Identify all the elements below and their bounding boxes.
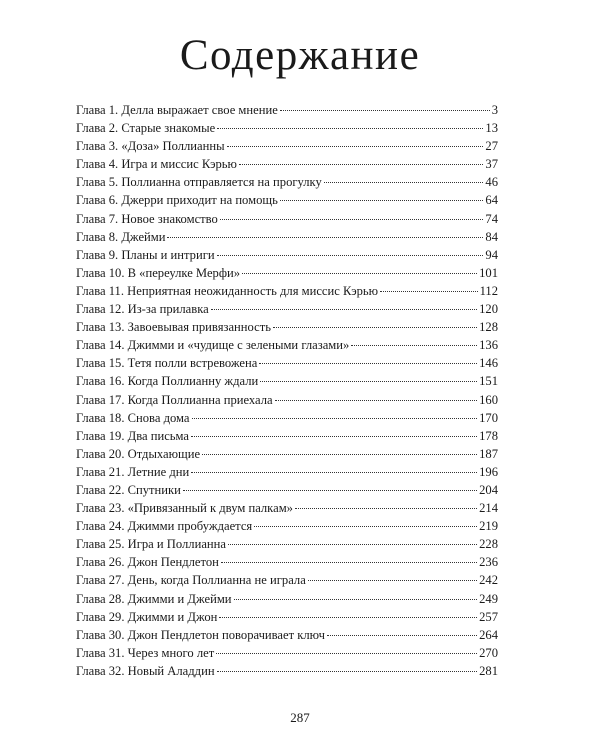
toc-entry-title: Глава 12. Из-за прилавка <box>76 302 209 317</box>
toc-entry-page: 270 <box>479 645 498 660</box>
toc-entry-title: Глава 24. Джимми пробуждается <box>76 519 253 534</box>
dot-leader <box>234 599 478 600</box>
dot-leader <box>191 436 477 437</box>
dot-leader <box>254 526 477 527</box>
toc-entry-page: 101 <box>479 265 498 280</box>
toc-entry <box>76 173 498 191</box>
dot-leader <box>211 309 477 310</box>
toc-entry <box>76 481 498 499</box>
dot-leader <box>228 544 477 545</box>
toc-entry <box>76 191 498 209</box>
toc-entry-title: Глава 11. Неприятная неожиданность для миссис Кэрью <box>76 283 379 298</box>
toc-entry-title: Глава 6. Джерри приходит на помощь <box>76 193 278 208</box>
toc-entry-page: 94 <box>485 247 498 262</box>
dot-leader <box>273 327 477 328</box>
toc-entry-page: 37 <box>485 157 498 172</box>
toc-entry-title: Глава 31. Через много лет <box>76 645 215 660</box>
toc-entry <box>76 571 498 589</box>
toc-entry-page: 84 <box>485 229 498 244</box>
toc-entry-page: 27 <box>485 139 498 154</box>
toc-entry <box>76 626 498 644</box>
toc-entry <box>76 372 498 390</box>
toc-entry-page: 74 <box>485 211 498 226</box>
toc-entry <box>76 300 498 318</box>
dot-leader <box>227 146 484 147</box>
toc-entry <box>76 119 498 137</box>
toc-entry-page: 249 <box>479 591 498 606</box>
toc-entry-page: 64 <box>485 193 498 208</box>
dot-leader <box>221 562 477 563</box>
toc-entry <box>76 101 498 119</box>
dot-leader <box>167 237 483 238</box>
dot-leader <box>295 508 477 509</box>
toc-entry <box>76 608 498 626</box>
toc-entry <box>76 137 498 155</box>
toc-entry-title: Глава 17. Когда Поллианна приехала <box>76 392 273 407</box>
toc-entry-title: Глава 9. Планы и интриги <box>76 247 215 262</box>
toc-entry-title: Глава 3. «Доза» Поллианны <box>76 139 225 154</box>
toc-entry-title: Глава 18. Снова дома <box>76 410 190 425</box>
toc-entry <box>76 336 498 354</box>
toc-entry <box>76 391 498 409</box>
toc-entry <box>76 246 498 264</box>
toc-entry-title: Глава 19. Два письма <box>76 428 190 443</box>
toc-entry <box>76 662 498 680</box>
toc-entry-title: Глава 14. Джимми и «чудище с зелеными глазами» <box>76 338 350 353</box>
dot-leader <box>242 273 477 274</box>
toc-entry <box>76 445 498 463</box>
dot-leader <box>260 381 477 382</box>
toc-entry-title: Глава 26. Джон Пендлетон <box>76 555 219 570</box>
toc-entry-page: 136 <box>479 338 498 353</box>
toc-entry-page: 13 <box>485 121 498 136</box>
dot-leader <box>239 164 483 165</box>
toc-entry-page: 160 <box>479 392 498 407</box>
toc-entry-page: 281 <box>479 663 498 678</box>
toc-entry-title: Глава 13. Завоевывая привязанность <box>76 320 271 335</box>
dot-leader <box>275 400 477 401</box>
toc-entry <box>76 155 498 173</box>
toc-entry-title: Глава 4. Игра и миссис Кэрью <box>76 157 237 172</box>
toc-entry-title: Глава 23. «Привязанный к двум палкам» <box>76 501 293 516</box>
page-number: 287 <box>290 710 310 725</box>
toc-entry-title: Глава 32. Новый Аладдин <box>76 663 215 678</box>
toc-entry-title: Глава 21. Летние дни <box>76 464 190 479</box>
toc-entry-page: 46 <box>485 175 498 190</box>
dot-leader <box>220 219 484 220</box>
toc-entry-title: Глава 20. Отдыхающие <box>76 446 201 461</box>
dot-leader <box>259 363 477 364</box>
toc-entry-page: 236 <box>479 555 498 570</box>
dot-leader <box>351 345 477 346</box>
toc-entry-page: 146 <box>479 356 498 371</box>
dot-leader <box>216 653 477 654</box>
toc-entry-page: 228 <box>479 537 498 552</box>
toc-entry <box>76 282 498 300</box>
toc-entry-title: Глава 29. Джимми и Джон <box>76 609 218 624</box>
toc-entry-page: 257 <box>479 609 498 624</box>
dot-leader <box>280 200 484 201</box>
dot-leader <box>192 418 478 419</box>
toc-entry-title: Глава 30. Джон Пендлетон поворачивает ключ <box>76 627 325 642</box>
toc-entry <box>76 427 498 445</box>
toc-entry <box>76 210 498 228</box>
dot-leader <box>217 128 483 129</box>
toc-entry-title: Глава 7. Новое знакомство <box>76 211 218 226</box>
dot-leader <box>280 110 490 111</box>
toc-entry-page: 219 <box>479 519 498 534</box>
toc-entry-title: Глава 16. Когда Поллианну ждали <box>76 374 259 389</box>
toc-entry-page: 128 <box>479 320 498 335</box>
dot-leader <box>217 255 484 256</box>
dot-leader <box>324 182 484 183</box>
toc-entry-page: 151 <box>479 374 498 389</box>
toc-entry-page: 264 <box>479 627 498 642</box>
toc-entry <box>76 644 498 662</box>
toc-entry-title: Глава 1. Делла выражает свое мнение <box>76 103 278 117</box>
toc-entry-page: 214 <box>479 501 498 516</box>
dot-leader <box>191 472 477 473</box>
dot-leader <box>202 454 477 455</box>
toc-entry-title: Глава 8. Джейми <box>76 229 166 244</box>
toc-entry <box>76 409 498 427</box>
dot-leader <box>217 671 478 672</box>
toc-entry-page: 112 <box>479 283 498 298</box>
toc-entry <box>76 318 498 336</box>
toc-entry <box>76 535 498 553</box>
toc-entry-page: 196 <box>479 464 498 479</box>
dot-leader <box>219 617 477 618</box>
toc-entry <box>76 463 498 481</box>
toc-entry-page: 204 <box>479 482 498 497</box>
toc-entry-title: Глава 28. Джимми и Джейми <box>76 591 232 606</box>
toc-entry-page: 178 <box>479 428 498 443</box>
toc-entry <box>76 264 498 282</box>
dot-leader <box>380 291 477 292</box>
toc-entry <box>76 517 498 535</box>
toc-entry-title: Глава 27. День, когда Поллианна не играла <box>76 573 306 588</box>
dot-leader <box>308 580 477 581</box>
toc-entry-page: 120 <box>479 302 498 317</box>
toc-entry-title: Глава 10. В «переулке Мерфи» <box>76 265 241 280</box>
toc-entry <box>76 499 498 517</box>
toc-entry-title: Глава 15. Тетя полли встревожена <box>76 356 258 371</box>
toc-entry-page: 187 <box>479 446 498 461</box>
toc-entry <box>76 590 498 608</box>
toc-entry-title: Глава 5. Поллианна отправляется на прогулку <box>76 175 322 190</box>
toc-entry-page: 170 <box>479 410 498 425</box>
dot-leader <box>327 635 477 636</box>
toc-entry-page: 3 <box>491 103 498 117</box>
toc-entry-title: Глава 2. Старые знакомые <box>76 121 216 136</box>
toc-entry <box>76 354 498 372</box>
toc-entry-title: Глава 22. Спутники <box>76 482 181 497</box>
table-of-contents <box>76 101 498 680</box>
toc-entry-title: Глава 25. Игра и Поллианна <box>76 537 226 552</box>
toc-entry <box>76 228 498 246</box>
toc-entry-page: 242 <box>479 573 498 588</box>
dot-leader <box>183 490 477 491</box>
page-title: Содержание <box>179 32 421 79</box>
toc-entry <box>76 553 498 571</box>
